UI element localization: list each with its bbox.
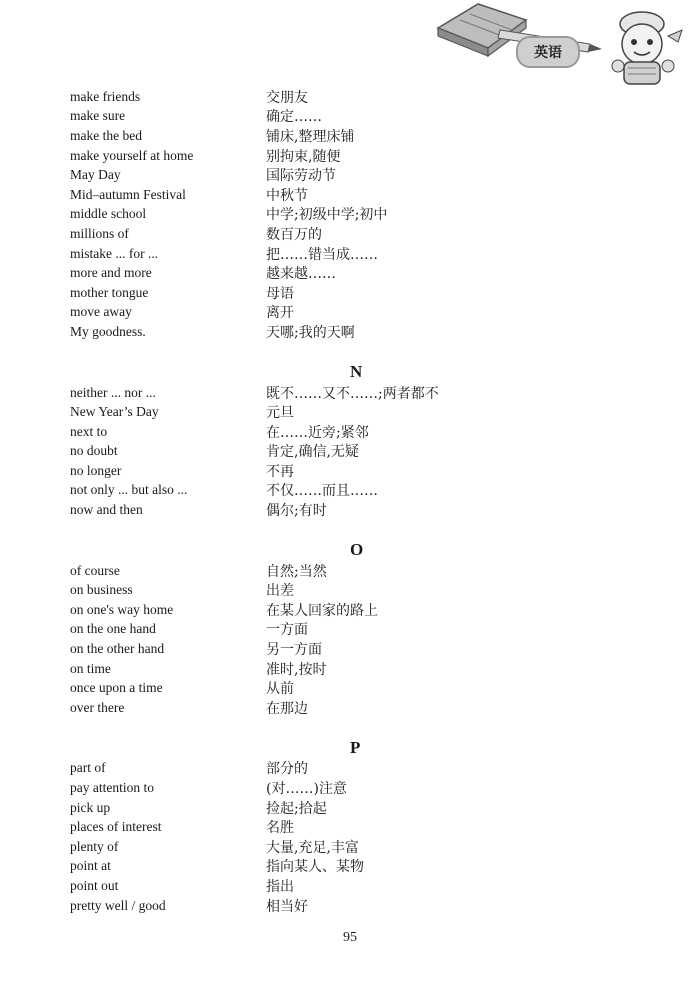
phrase-row — [70, 107, 570, 127]
english-phrase: part of — [70, 760, 106, 776]
chinese-meaning: 母语 — [266, 285, 294, 302]
chinese-meaning: 偶尔;有时 — [266, 503, 327, 520]
phrase-row — [70, 146, 570, 166]
english-phrase: middle school — [70, 206, 147, 222]
chinese-meaning: 国际劳动节 — [266, 168, 336, 185]
book-icon — [438, 4, 526, 56]
phrase-row — [70, 87, 570, 107]
chinese-meaning: 部分的 — [266, 761, 308, 778]
chinese-meaning: 捡起;拾起 — [266, 800, 327, 817]
phrase-row — [70, 461, 570, 481]
chinese-meaning: 指出 — [266, 878, 294, 895]
english-phrase: pick up — [70, 799, 111, 815]
phrase-row — [70, 817, 570, 837]
chinese-meaning: 别拘束,随便 — [266, 148, 341, 165]
phrase-row — [70, 620, 570, 640]
chinese-meaning: 从前 — [266, 681, 294, 698]
phrase-row — [70, 876, 570, 896]
chinese-meaning: 天哪;我的天啊 — [266, 324, 355, 341]
chinese-meaning: 交朋友 — [266, 89, 308, 106]
chinese-meaning: 指向某人、某物 — [266, 859, 364, 876]
phrase-row — [70, 500, 570, 520]
phrase-row — [70, 580, 570, 600]
chinese-meaning: 一方面 — [266, 622, 308, 639]
chinese-meaning: 不仅……而且…… — [266, 483, 378, 500]
english-phrase: move away — [70, 304, 132, 320]
english-phrase: on the other hand — [70, 641, 165, 657]
chinese-meaning: 出差 — [266, 583, 294, 600]
phrase-row — [70, 759, 570, 779]
english-phrase: make yourself at home — [70, 147, 194, 163]
section-letter-p: P — [350, 737, 361, 757]
chinese-meaning: 既不……又不……;两者都不 — [266, 385, 439, 402]
english-phrase: make sure — [70, 108, 126, 124]
chinese-meaning: 确定…… — [266, 109, 322, 126]
english-phrase: mistake ... for ... — [70, 245, 159, 261]
english-phrase: millions of — [70, 225, 129, 241]
phrase-row — [70, 383, 570, 403]
page-number: 95 — [343, 930, 357, 945]
phrase-list — [70, 87, 570, 915]
english-phrase: once upon a time — [70, 680, 163, 696]
english-phrase: over there — [70, 699, 125, 715]
chinese-meaning: 相当好 — [266, 898, 308, 915]
chinese-meaning: 大量,充足,丰富 — [266, 839, 359, 856]
subject-badge: 英语 — [516, 36, 580, 68]
chinese-meaning: 元旦 — [266, 405, 294, 422]
phrase-row — [70, 639, 570, 659]
phrase-row — [70, 224, 570, 244]
phrase-row — [70, 798, 570, 818]
phrase-row — [70, 205, 570, 225]
phrase-row — [70, 422, 570, 442]
chinese-meaning: 准时,按时 — [266, 661, 327, 678]
english-phrase: point at — [70, 858, 111, 874]
english-phrase: on one's way home — [70, 601, 174, 617]
english-phrase: May Day — [70, 167, 121, 183]
chinese-meaning: 自然;当然 — [266, 563, 327, 580]
chinese-meaning: 离开 — [266, 305, 294, 322]
english-phrase: on business — [70, 582, 133, 598]
english-phrase: more and more — [70, 265, 152, 281]
english-phrase: plenty of — [70, 838, 119, 854]
phrase-row — [70, 283, 570, 303]
english-phrase: on time — [70, 660, 111, 676]
chinese-meaning: 中秋节 — [266, 187, 308, 204]
english-phrase: no longer — [70, 462, 122, 478]
english-phrase: now and then — [70, 502, 143, 518]
phrase-row — [70, 481, 570, 501]
english-phrase: mother tongue — [70, 284, 149, 300]
phrase-row — [70, 442, 570, 462]
chinese-meaning: 中学;初级中学;初中 — [266, 207, 388, 224]
chinese-meaning: 在某人回家的路上 — [266, 602, 378, 619]
chinese-meaning: 在……近旁;紧邻 — [266, 424, 369, 441]
english-phrase: make the bed — [70, 127, 142, 143]
english-phrase: of course — [70, 562, 120, 578]
phrase-row — [70, 600, 570, 620]
phrase-row — [70, 857, 570, 877]
english-phrase: next to — [70, 423, 108, 439]
phrase-row — [70, 778, 570, 798]
phrase-row — [70, 263, 570, 283]
chinese-meaning: 越来越…… — [266, 266, 336, 283]
phrase-row — [70, 185, 570, 205]
phrase-row — [70, 402, 570, 422]
phrase-row — [70, 561, 570, 581]
section-letter-o: O — [350, 539, 364, 559]
chinese-meaning: 铺床,整理床铺 — [266, 128, 355, 145]
english-phrase: My goodness. — [70, 323, 146, 339]
phrase-row — [70, 322, 570, 342]
chinese-meaning: 名胜 — [266, 820, 294, 837]
chinese-meaning: 肯定,确信,无疑 — [266, 444, 359, 461]
chinese-meaning: 另一方面 — [266, 642, 322, 659]
english-phrase: pretty well / good — [70, 897, 166, 913]
english-phrase: New Year’s Day — [70, 404, 159, 420]
phrase-row — [70, 698, 570, 718]
english-phrase: neither ... nor ... — [70, 384, 156, 400]
english-phrase: on the one hand — [70, 621, 156, 637]
english-phrase: make friends — [70, 88, 141, 104]
english-phrase: no doubt — [70, 443, 118, 459]
phrase-row — [70, 303, 570, 323]
chinese-meaning: 不再 — [266, 463, 294, 480]
phrase-row — [70, 165, 570, 185]
chinese-meaning: 在那边 — [266, 700, 308, 717]
phrase-row — [70, 659, 570, 679]
english-phrase: places of interest — [70, 819, 162, 835]
phrase-row — [70, 244, 570, 264]
phrase-row — [70, 126, 570, 146]
phrase-row — [70, 837, 570, 857]
phrase-row — [70, 896, 570, 916]
english-phrase: point out — [70, 877, 119, 893]
phrase-row — [70, 678, 570, 698]
english-phrase: Mid–autumn Festival — [70, 186, 186, 202]
chinese-meaning: 把……错当成…… — [266, 246, 378, 263]
chinese-meaning: (对……)注意 — [266, 781, 347, 798]
english-phrase: not only ... but also ... — [70, 482, 188, 498]
chinese-meaning: 数百万的 — [266, 226, 322, 243]
cartoon-boy-icon — [612, 12, 682, 84]
section-letter-n: N — [350, 361, 363, 381]
english-phrase: pay attention to — [70, 780, 154, 796]
